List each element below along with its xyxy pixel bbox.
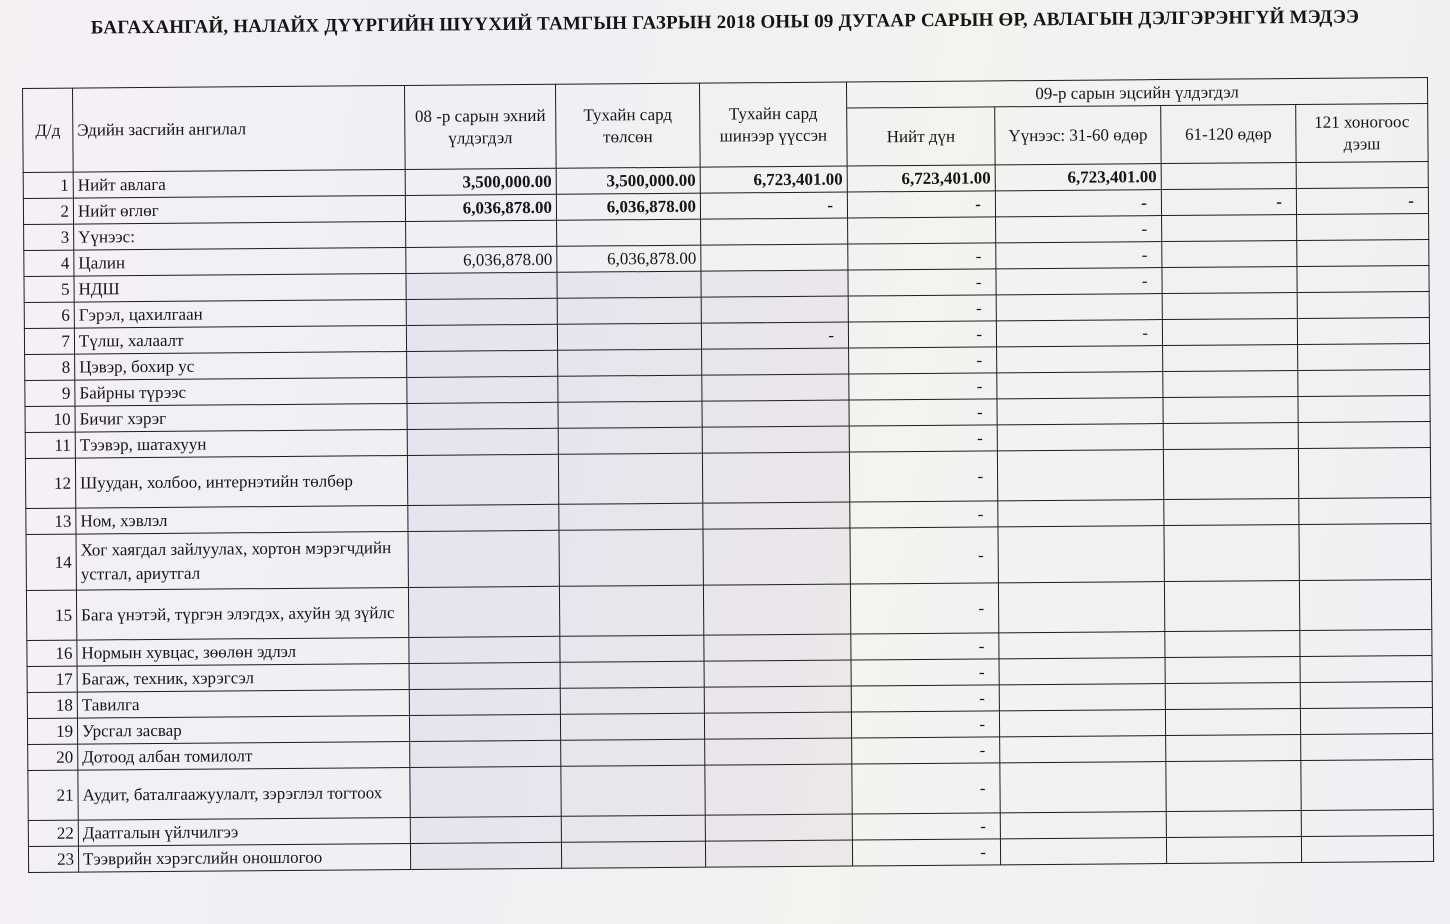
cell-d61-120 (1163, 344, 1298, 371)
cell-d31-60: 6,723,401.00 (995, 164, 1161, 191)
cell-opening (408, 530, 559, 587)
cell-paid (558, 427, 702, 454)
cell-new: 6,723,401.00 (700, 166, 847, 193)
cell-d61-120 (1163, 448, 1298, 499)
cell-d61-120 (1163, 396, 1298, 423)
cell-opening (409, 662, 560, 689)
cell-paid (561, 739, 705, 766)
cell-d31-60: - (995, 190, 1161, 217)
cell-total: - (849, 399, 997, 426)
header-opening: 08 -р сарын эхний үлдэгдэл (404, 84, 556, 169)
cell-new (701, 270, 848, 297)
cell-n: 10 (25, 406, 75, 432)
cell-paid (557, 323, 701, 350)
header-121: 121 хоногоос дээш (1296, 103, 1428, 162)
cell-new (703, 502, 850, 529)
cell-new (705, 814, 852, 841)
cell-n: 7 (24, 328, 74, 354)
cell-paid (557, 271, 701, 298)
cell-name: НДШ (74, 273, 406, 302)
cell-n: 8 (25, 354, 75, 380)
cell-n: 6 (24, 302, 74, 328)
cell-total: - (850, 501, 998, 528)
cell-n: 22 (28, 820, 78, 846)
cell-d31-60 (997, 450, 1163, 501)
cell-total: - (851, 659, 999, 686)
cell-d121: - (1296, 187, 1428, 214)
cell-d121 (1300, 681, 1432, 708)
cell-opening (410, 842, 561, 869)
cell-name: Бага үнэтэй, түргэн элэгдэх, ахуйн эд зүйлс (76, 587, 408, 640)
cell-d121 (1298, 421, 1430, 448)
cell-total: - (851, 633, 999, 660)
cell-paid: 6,036,878.00 (557, 245, 701, 272)
cell-d31-60 (1000, 736, 1166, 763)
cell-paid (560, 635, 704, 662)
cell-total: - (852, 763, 1000, 814)
cell-new: - (701, 322, 848, 349)
cell-total: - (849, 347, 997, 374)
cell-opening: 6,036,878.00 (405, 194, 556, 221)
cell-name: Урсгал засвар (77, 715, 409, 744)
cell-paid (561, 841, 705, 868)
cell-opening (409, 688, 560, 715)
cell-name: Нормын хувцас, зөөлөн эдлэл (77, 637, 409, 666)
cell-n: 16 (27, 640, 77, 666)
cell-d61-120 (1166, 810, 1301, 837)
cell-paid: 3,500,000.00 (556, 167, 700, 194)
cell-d121 (1300, 655, 1432, 682)
cell-new (705, 840, 852, 867)
table-body (23, 161, 1433, 872)
cell-paid (559, 503, 703, 530)
cell-d61-120 (1165, 682, 1300, 709)
cell-d121 (1301, 835, 1433, 862)
cell-paid (560, 713, 704, 740)
cell-paid (561, 815, 705, 842)
cell-new (703, 584, 850, 635)
cell-paid (559, 585, 703, 636)
cell-d31-60: - (996, 268, 1162, 295)
cell-paid (560, 661, 704, 688)
cell-name: Шуудан, холбоо, интернэтийн төлбөр (75, 455, 407, 508)
cell-d121 (1299, 497, 1431, 524)
cell-n: 20 (28, 744, 78, 770)
cell-new: - (700, 192, 847, 219)
cell-d61-120 (1164, 524, 1299, 581)
report-title: БАГАХАНГАЙ, НАЛАЙХ ДҮҮРГИЙН ШҮҮХИЙ ТАМГЫН ГАЗРЫН 2018 ОНЫ 09 ДУГААР САРЫН ӨР, АВЛАГЫН ДЭЛГЭРЭНГҮЙ МЭДЭЭ (90, 6, 1360, 39)
cell-name: Үүнээс: (74, 221, 406, 250)
cell-total: - (847, 191, 995, 218)
cell-d61-120 (1162, 240, 1297, 267)
cell-total: - (848, 269, 996, 296)
header-31-60: Үүнээс: 31-60 өдөр (995, 106, 1161, 165)
cell-total: - (852, 839, 1000, 866)
cell-opening: 6,036,878.00 (406, 246, 557, 273)
cell-d121 (1297, 239, 1429, 266)
cell-name: Даатгалын үйлчилгээ (78, 817, 410, 846)
cell-paid (558, 349, 702, 376)
cell-d31-60 (999, 632, 1165, 659)
cell-name: Байрны түрээс (75, 377, 407, 406)
cell-paid (558, 401, 702, 428)
cell-d31-60 (998, 500, 1164, 527)
cell-new (703, 528, 850, 585)
cell-opening (407, 402, 558, 429)
cell-n: 15 (26, 590, 76, 640)
cell-opening (406, 298, 557, 325)
cell-d61-120 (1165, 708, 1300, 735)
cell-d121 (1298, 395, 1430, 422)
cell-paid (557, 219, 701, 246)
cell-n: 12 (25, 458, 75, 508)
cell-d31-60 (998, 526, 1164, 583)
cell-d121 (1296, 161, 1428, 188)
cell-n: 13 (26, 508, 76, 534)
cell-name: Цэвэр, бохир ус (75, 351, 407, 380)
cell-d121 (1298, 447, 1430, 498)
cell-d61-120 (1166, 760, 1301, 811)
cell-opening (410, 816, 561, 843)
cell-opening (410, 740, 561, 767)
cell-opening (406, 220, 557, 247)
cell-n: 1 (23, 172, 73, 198)
cell-new (704, 634, 851, 661)
cell-paid (560, 687, 704, 714)
cell-total: - (848, 321, 996, 348)
cell-name: Ном, хэвлэл (76, 505, 408, 534)
cell-d121 (1297, 265, 1429, 292)
cell-opening (409, 636, 560, 663)
cell-d121 (1297, 317, 1429, 344)
cell-d31-60 (999, 710, 1165, 737)
cell-new (701, 218, 848, 245)
cell-paid (559, 529, 703, 586)
cell-total: - (849, 373, 997, 400)
cell-total: - (850, 583, 998, 634)
cell-d121 (1300, 629, 1432, 656)
cell-total (848, 217, 996, 244)
cell-d61-120 (1163, 422, 1298, 449)
cell-d31-60 (997, 372, 1163, 399)
cell-total: - (848, 243, 996, 270)
cell-opening (407, 350, 558, 377)
cell-d31-60 (997, 398, 1163, 425)
cell-d121 (1301, 759, 1433, 810)
cell-name: Багаж, техник, хэрэгсэл (77, 663, 409, 692)
cell-opening (408, 504, 559, 531)
cell-d31-60: - (996, 242, 1162, 269)
cell-d31-60 (997, 424, 1163, 451)
cell-name: Бичиг хэрэг (75, 403, 407, 432)
cell-d61-120 (1165, 630, 1300, 657)
cell-d61-120 (1162, 318, 1297, 345)
cell-new (702, 348, 849, 375)
cell-name: Дотоод албан томилолт (78, 741, 410, 770)
cell-d61-120 (1164, 580, 1299, 631)
cell-opening (406, 272, 557, 299)
cell-d121 (1301, 809, 1433, 836)
cell-new (704, 712, 851, 739)
cell-n: 5 (24, 276, 74, 302)
cell-new (702, 400, 849, 427)
cell-d31-60: - (996, 216, 1162, 243)
cell-n: 21 (28, 770, 78, 820)
cell-d121 (1297, 213, 1429, 240)
cell-d61-120 (1164, 498, 1299, 525)
cell-n: 19 (27, 718, 77, 744)
cell-total: - (850, 527, 998, 584)
cell-d31-60 (1000, 838, 1166, 865)
cell-paid (557, 297, 701, 324)
cell-d61-120 (1166, 836, 1301, 863)
cell-name: Тээвэр, шатахуун (75, 429, 407, 458)
cell-n: 17 (27, 666, 77, 692)
header-61-120: 61-120 өдөр (1161, 104, 1296, 163)
cell-opening (406, 324, 557, 351)
cell-name: Нийт өглөг (73, 195, 405, 224)
cell-d121 (1301, 733, 1433, 760)
cell-opening (407, 376, 558, 403)
cell-d61-120 (1162, 266, 1297, 293)
cell-total: - (851, 711, 999, 738)
cell-new (705, 738, 852, 765)
cell-d121 (1300, 707, 1432, 734)
cell-d121 (1297, 291, 1429, 318)
cell-d31-60 (998, 582, 1164, 633)
cell-d121 (1299, 523, 1431, 580)
cell-name: Нийт авлага (73, 169, 405, 198)
cell-name: Хог хаягдал зайлуулах, хортон мэрэгчдийн устгал, ариутгал (76, 531, 408, 590)
cell-d31-60 (1000, 762, 1166, 813)
cell-n: 23 (28, 846, 78, 872)
cell-d61-120: - (1161, 188, 1296, 215)
header-paid: Тухайн сард төлсөн (555, 83, 700, 168)
cell-d31-60 (997, 346, 1163, 373)
cell-d31-60: - (996, 320, 1162, 347)
cell-d61-120 (1162, 292, 1297, 319)
cell-opening: 3,500,000.00 (405, 168, 556, 195)
cell-d121 (1298, 369, 1430, 396)
cell-total: 6,723,401.00 (847, 165, 995, 192)
cell-d31-60 (996, 294, 1162, 321)
cell-total: - (852, 737, 1000, 764)
cell-d31-60 (999, 684, 1165, 711)
cell-total: - (848, 295, 996, 322)
cell-d121 (1298, 343, 1430, 370)
cell-n: 14 (26, 534, 76, 590)
cell-n: 18 (27, 692, 77, 718)
cell-d121 (1299, 579, 1431, 630)
header-dd: Д/д (23, 88, 74, 172)
header-total: Нийт дүн (847, 107, 995, 166)
cell-total: - (852, 813, 1000, 840)
cell-new (702, 452, 849, 503)
cell-name: Аудит, баталгаажуулалт, зэрэглэл тогтоох (78, 767, 410, 820)
cell-d31-60 (999, 658, 1165, 685)
cell-name: Гэрэл, цахилгаан (74, 299, 406, 328)
cell-n: 2 (23, 198, 73, 224)
cell-new (702, 374, 849, 401)
cell-d61-120 (1161, 162, 1296, 189)
cell-name: Тавилга (77, 689, 409, 718)
cell-new (704, 686, 851, 713)
header-new: Тухайн сард шинээр үүссэн (699, 82, 847, 167)
report-table (22, 77, 1434, 873)
cell-n: 11 (25, 432, 75, 458)
cell-paid (561, 765, 705, 816)
cell-name: Тээврийн хэрэгслийн оношлогоо (78, 843, 410, 872)
cell-opening (407, 454, 558, 505)
header-category: Эдийн засгийн ангилал (73, 85, 406, 172)
cell-new (704, 660, 851, 687)
cell-paid (558, 375, 702, 402)
cell-paid: 6,036,878.00 (556, 193, 700, 220)
cell-total: - (851, 685, 999, 712)
header-closing-group: 09-р сарын эцсийн үлдэгдэл (846, 77, 1427, 108)
cell-new (701, 244, 848, 271)
cell-n: 3 (24, 224, 74, 250)
cell-opening (410, 766, 561, 817)
cell-name: Цалин (74, 247, 406, 276)
cell-n: 4 (24, 250, 74, 276)
cell-name: Түлш, халаалт (74, 325, 406, 354)
cell-d61-120 (1163, 370, 1298, 397)
cell-new (705, 764, 852, 815)
cell-d61-120 (1165, 656, 1300, 683)
cell-n: 9 (25, 380, 75, 406)
cell-d31-60 (1000, 812, 1166, 839)
cell-opening (409, 714, 560, 741)
cell-total: - (849, 451, 997, 502)
cell-new (701, 296, 848, 323)
cell-total: - (849, 425, 997, 452)
cell-paid (558, 453, 702, 504)
cell-d61-120 (1166, 734, 1301, 761)
cell-new (702, 426, 849, 453)
cell-d61-120 (1162, 214, 1297, 241)
cell-opening (407, 428, 558, 455)
cell-opening (408, 586, 559, 637)
